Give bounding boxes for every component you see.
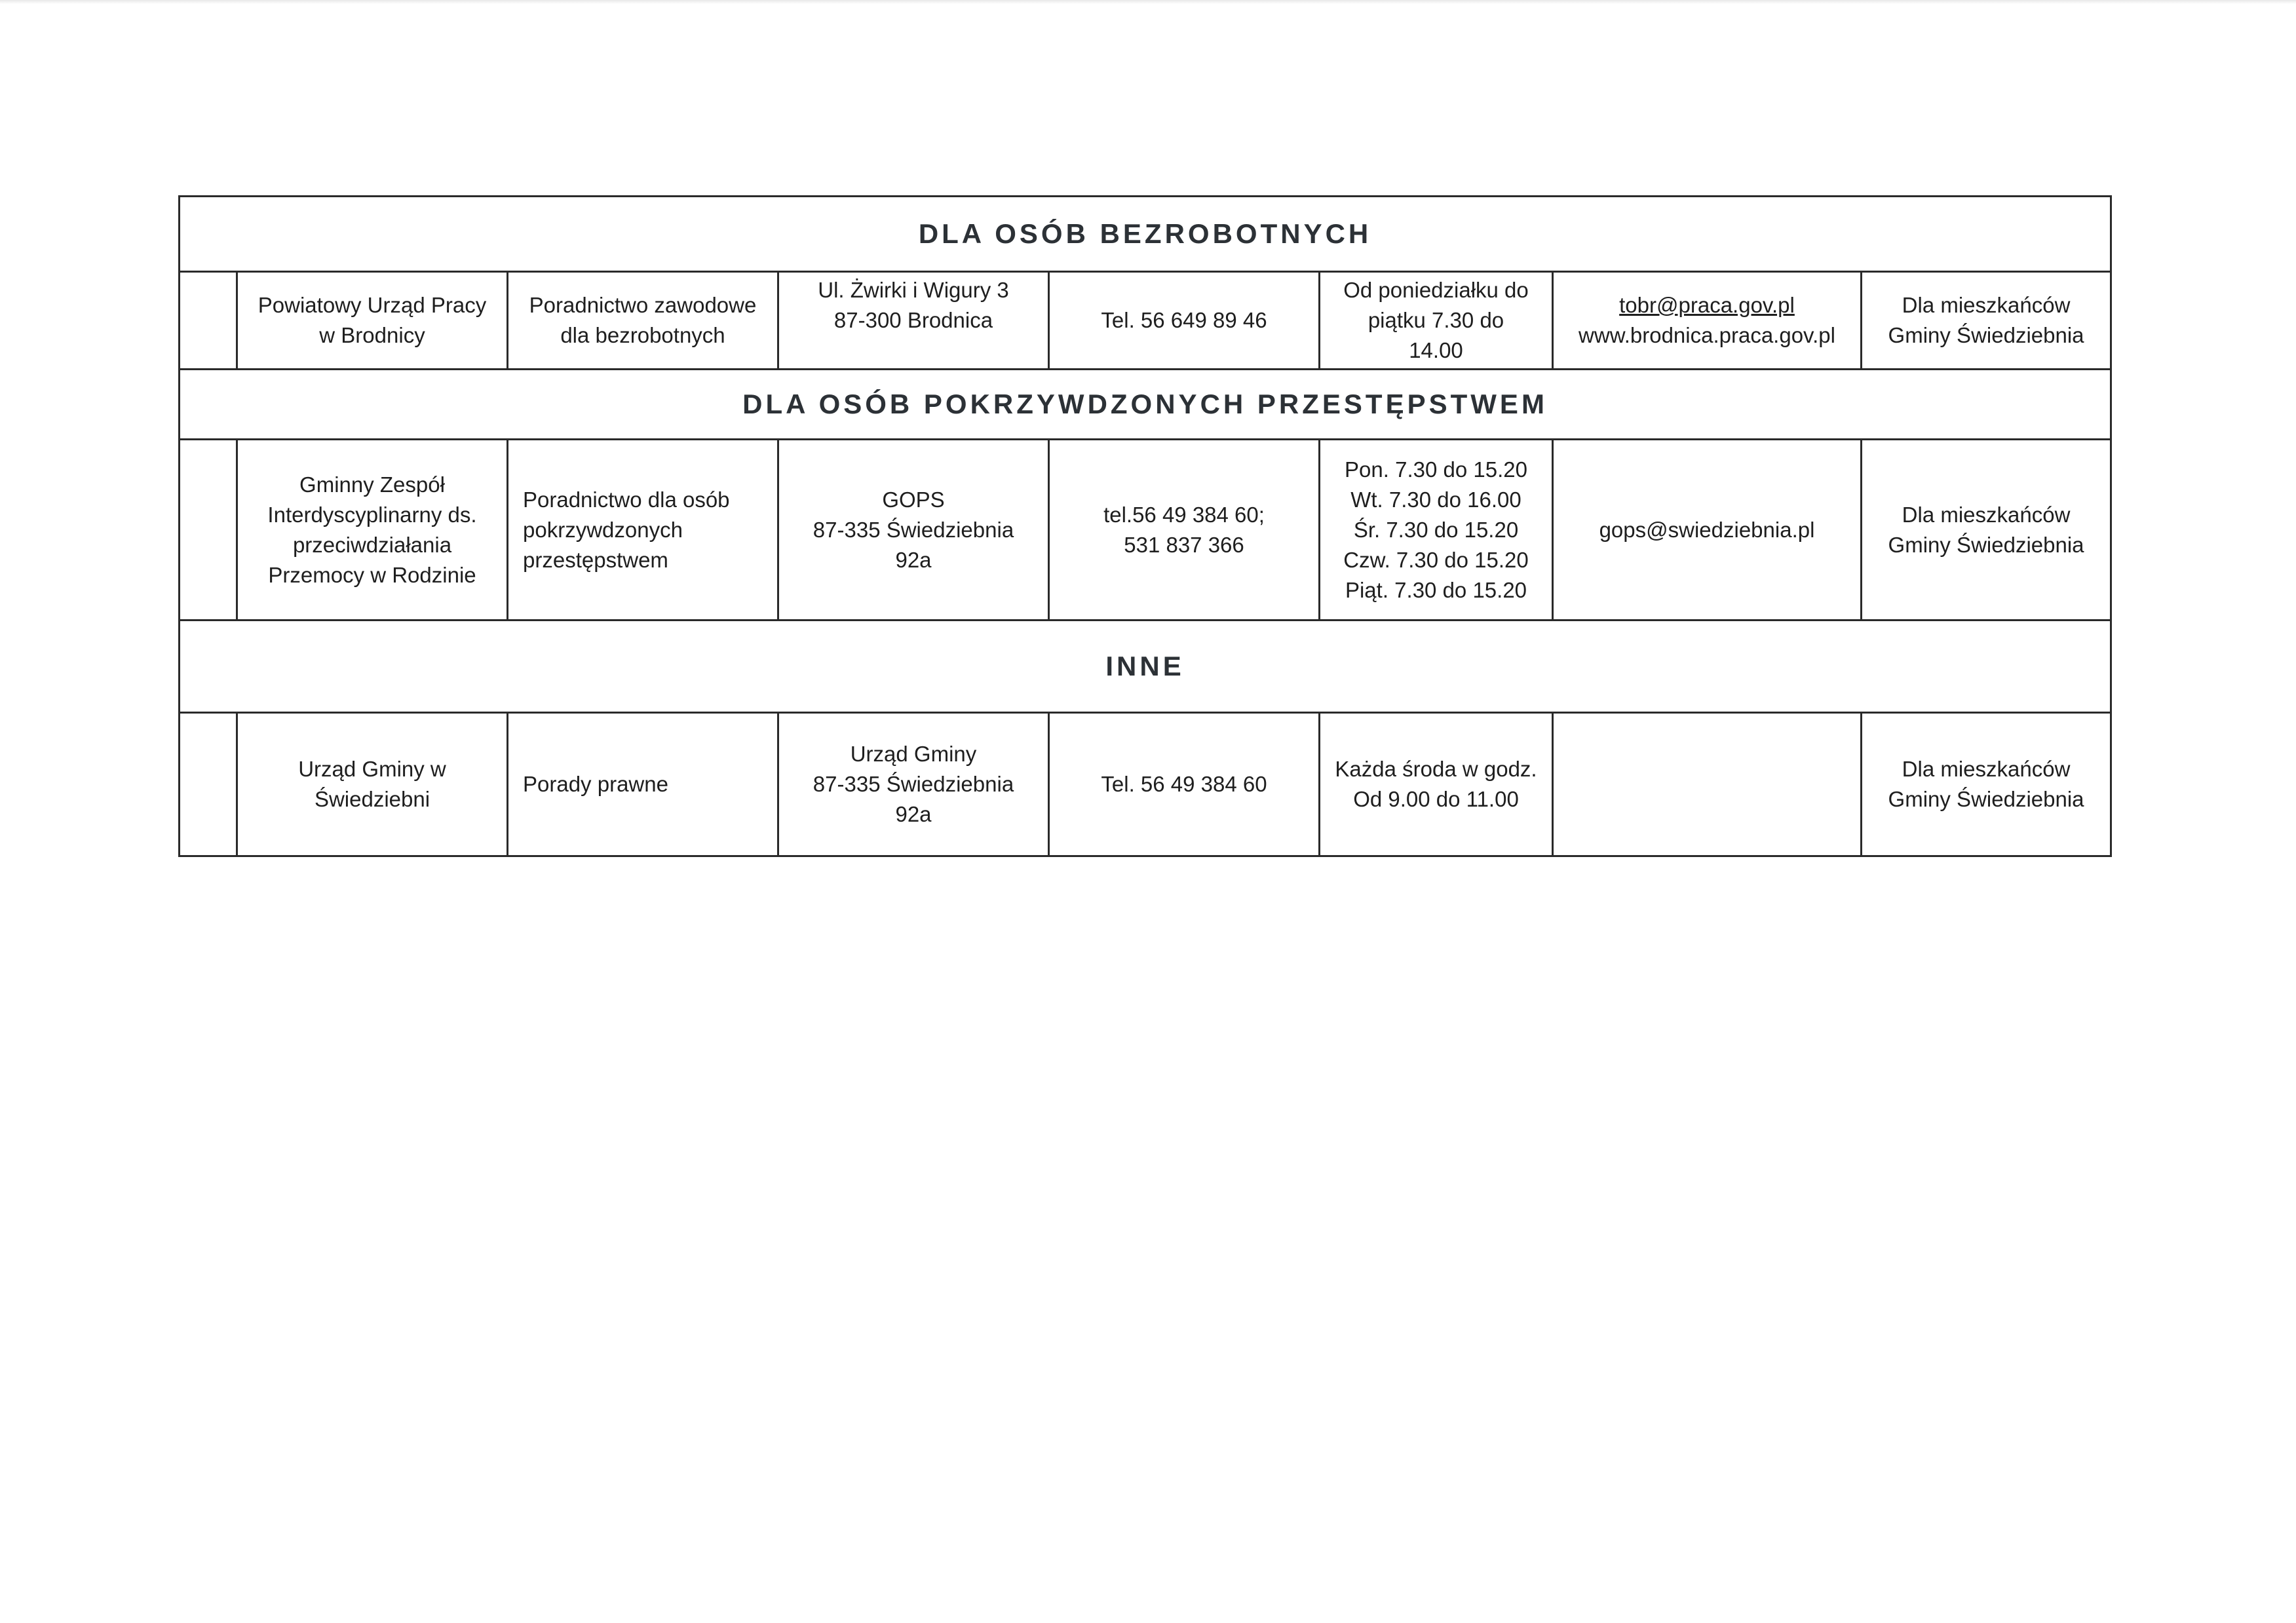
eligibility-cell (1862, 713, 2111, 856)
address-line: 87-335 Świedziebnia (813, 772, 1014, 796)
eligibility-line: Dla mieszkańców (1902, 502, 2071, 527)
address-line: 87-300 Brodnica (833, 308, 993, 332)
hours-line: Czw. 7.30 do 15.20 (1343, 547, 1529, 572)
address-cell (778, 713, 1049, 856)
service-line: Poradnictwo dla osób (523, 487, 730, 512)
institution-line: przeciwdziałania (292, 532, 452, 557)
phone-line: Tel. 56 49 384 60 (1101, 772, 1267, 796)
section-heading-row (180, 370, 2111, 440)
table-row (180, 272, 2111, 370)
eligibility-line: Gminy Świedziebnia (1888, 323, 2084, 347)
section-heading-row (180, 621, 2111, 713)
section-heading: DLA OSÓB POKRZYWDZONYCH PRZESTĘPSTWEM (180, 370, 2111, 440)
address-line: 92a (895, 547, 932, 572)
contact-cell (1553, 272, 1862, 370)
address-line: 87-335 Świedziebnia (813, 517, 1014, 542)
contact-cell (1553, 440, 1862, 621)
service-cell (508, 713, 778, 856)
address-cell (778, 440, 1049, 621)
service-line: Porady prawne (523, 772, 668, 796)
address-line: Ul. Żwirki i Wigury 3 (818, 278, 1009, 302)
row-number-cell (180, 440, 237, 621)
phone-line: 531 837 366 (1124, 532, 1244, 557)
row-number-cell (180, 272, 237, 370)
institution-line: Powiatowy Urząd Pracy (258, 293, 487, 317)
row-number-cell (180, 713, 237, 856)
institution-cell (237, 713, 508, 856)
hours-line: piątku 7.30 do (1368, 308, 1504, 332)
contact-cell (1553, 713, 1862, 856)
section-heading-row (180, 197, 2111, 272)
hours-cell (1320, 440, 1553, 621)
institution-line: Gminny Zespół (299, 472, 445, 497)
hours-line: Każda środa w godz. (1335, 757, 1537, 781)
service-line: przestępstwem (523, 547, 668, 572)
address-line: Urząd Gminy (850, 742, 977, 766)
table-row (180, 713, 2111, 856)
hours-line: Pon. 7.30 do 15.20 (1345, 457, 1527, 482)
eligibility-line: Dla mieszkańców (1902, 293, 2071, 317)
hours-line: 14.00 (1409, 338, 1463, 362)
eligibility-line: Gminy Świedziebnia (1888, 787, 2084, 811)
institution-line: w Brodnicy (319, 323, 425, 347)
service-cell (508, 272, 778, 370)
phone-line: Tel. 56 649 89 46 (1101, 308, 1267, 332)
address-line: GOPS (882, 487, 945, 512)
eligibility-line: Dla mieszkańców (1902, 757, 2071, 781)
hours-cell (1320, 713, 1553, 856)
phone-cell (1049, 272, 1320, 370)
hours-line: Od 9.00 do 11.00 (1353, 787, 1519, 811)
section-heading: INNE (180, 621, 2111, 713)
hours-line: Od poniedziałku do (1343, 278, 1529, 302)
help-directory-table (178, 195, 2112, 857)
institution-cell (237, 440, 508, 621)
service-line: dla bezrobotnych (560, 323, 725, 347)
scan-edge (0, 0, 2296, 4)
website-text: www.brodnica.praca.gov.pl (1578, 323, 1835, 347)
institution-line: Przemocy w Rodzinie (268, 562, 476, 587)
address-line (786, 335, 1041, 366)
phone-cell (1049, 713, 1320, 856)
institution-line: Urząd Gminy w (298, 757, 446, 781)
address-cell (778, 272, 1049, 370)
institution-cell (237, 272, 508, 370)
eligibility-cell (1862, 440, 2111, 621)
service-line: pokrzywdzonych (523, 517, 683, 542)
hours-line: Wt. 7.30 do 16.00 (1350, 487, 1521, 512)
institution-line: Świedziebni (314, 787, 430, 811)
service-line: Poradnictwo zawodowe (529, 293, 757, 317)
service-cell (508, 440, 778, 621)
phone-line: tel.56 49 384 60; (1103, 502, 1265, 527)
table-row (180, 440, 2111, 621)
eligibility-cell (1862, 272, 2111, 370)
hours-line: Piąt. 7.30 do 15.20 (1345, 577, 1527, 602)
email-link[interactable]: tobr@praca.gov.pl (1619, 293, 1795, 317)
address-line: 92a (895, 802, 932, 826)
eligibility-line: Gminy Świedziebnia (1888, 532, 2084, 557)
hours-cell (1320, 272, 1553, 370)
section-heading: DLA OSÓB BEZROBOTNYCH (180, 197, 2111, 272)
phone-cell (1049, 440, 1320, 621)
email-text: gops@swiedziebnia.pl (1599, 517, 1815, 542)
institution-line: Interdyscyplinarny ds. (267, 502, 477, 527)
hours-line: Śr. 7.30 do 15.20 (1353, 517, 1519, 542)
